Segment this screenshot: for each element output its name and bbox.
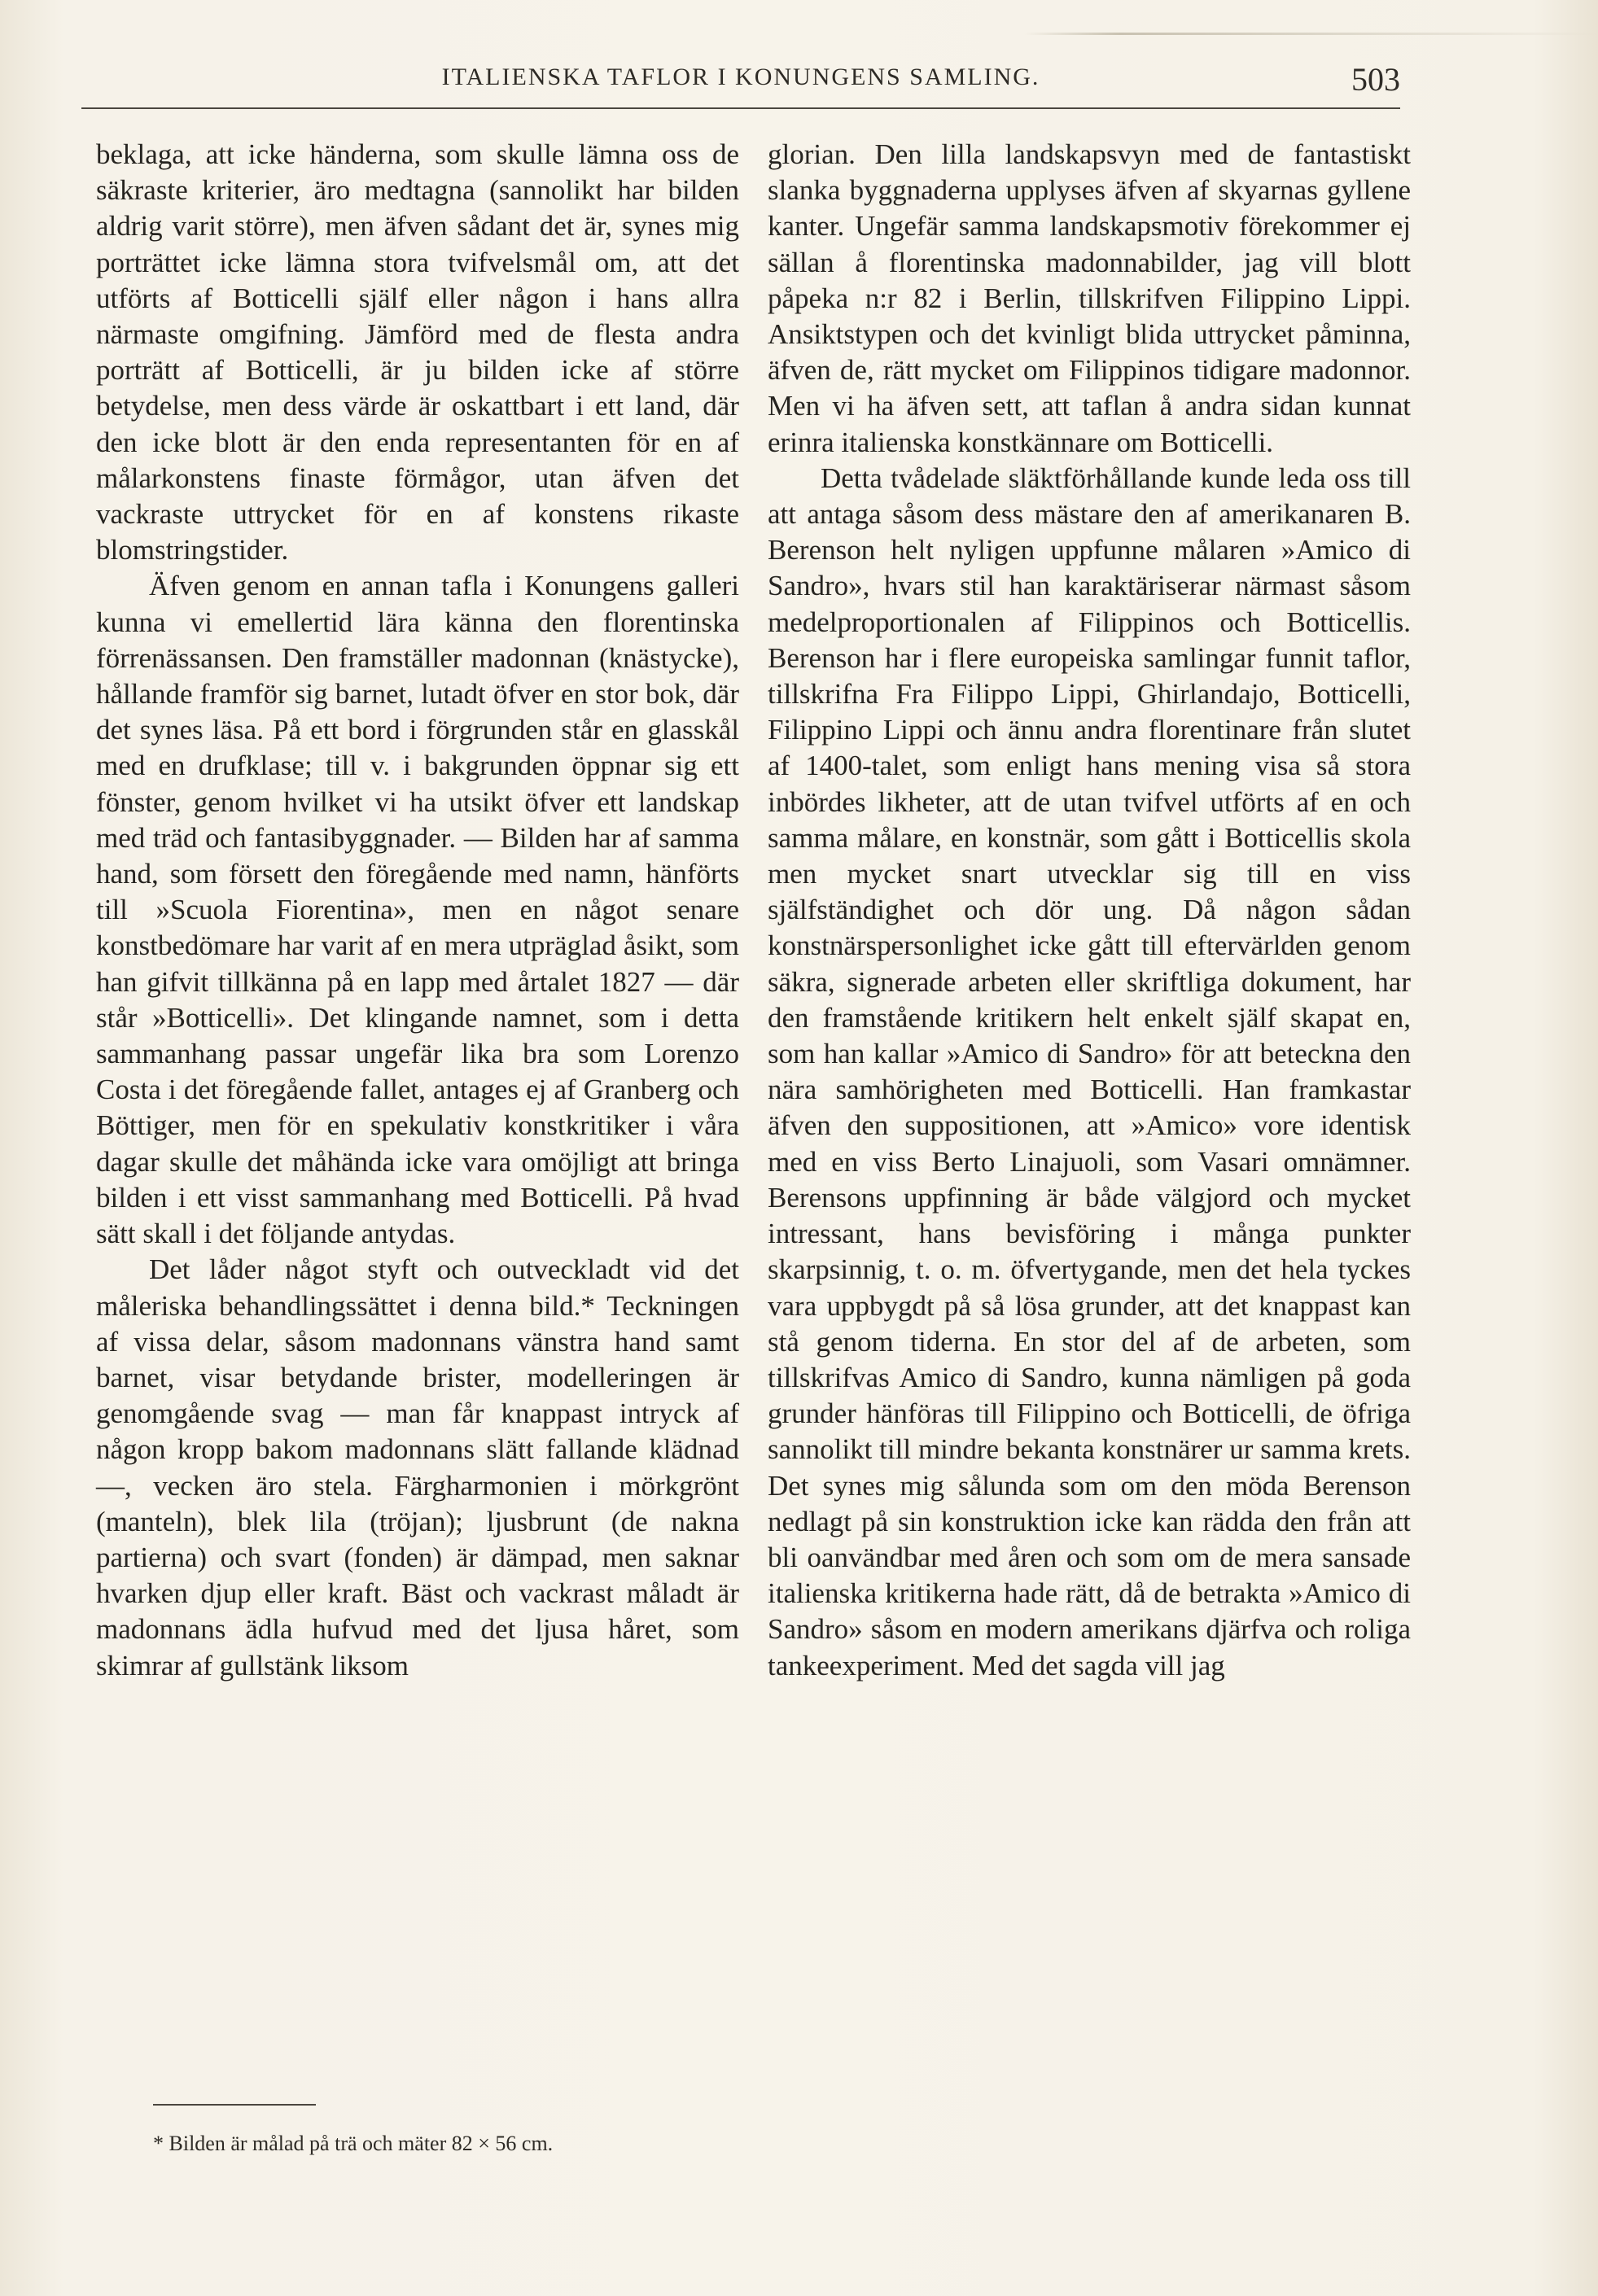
footnote-rule [153,2104,316,2106]
right-column [768,137,1411,1684]
left-column [96,137,739,1684]
scan-edge-mark [2,33,1598,35]
paragraph: Detta tvådelade släktförhållande kunde leda oss till att antaga såsom dess mästare den af amerikanaren B. Berenson helt nyligen uppfunne målaren »Amico di Sandro», hvars stil han karaktäriserar närmast såsom medelproportionalen af Filippinos och Botticellis. Berenson har i flere europeiska samlingar funnit taflor, tillskrifna Fra Filippo Lippi, Ghirlandajo, Botticelli, Filippino Lippi och ännu andra florentinare från slutet af 1400-talet, som enligt hans mening visa så stora inbördes likheter, att de utan tvifvel utförts af en och samma målare, en konstnär, som gått i Botticellis skola men mycket snart utvecklar sig till en viss själfständighet och dör ung. Då någon sådan konstnärspersonlighet icke gått till eftervärlden genom säkra, signerade arbeten eller skriftliga dokument, har den framstående kritikern helt enkelt själf skapat en, som han kallar »Amico di Sandro» för att beteckna den nära samhörigheten med Botticelli. Han framkastar äfven den suppositionen, att »Amico» vore identisk med en viss Berto Linajuoli, som Vasari omnämner. Berensons uppfinning är både välgjord och mycket intressant, hans bevisföring i många punkter skarpsinnig, t. o. m. öfvertygande, men det hela tyckes vara uppbygdt på så lösa grunder, att det knappast kan stå genom tiderna. En stor del af de arbeten, som tillskrifvas Amico di Sandro, kunna nämligen på goda grunder hänföras till Filippino och Botticelli, de öfriga sannolikt till mindre bekanta konstnärer ur samma krets. Det synes mig sålunda som om den möda Berenson nedlagt på sin konstruktion icke kan rädda den från att bli oanvändbar med åren och som om de mera sansade italienska kritikerna hade rätt, då de betrakta »Amico di Sandro» såsom en modern amerikans djärfva och roliga tankeexperiment. Med det sagda vill jag [768,461,1411,1682]
footnote: * Bilden är målad på trä och mäter 82 × 56 cm. [153,2132,554,2155]
running-title: ITALIENSKA TAFLOR I KONUNGENS SAMLING. [441,63,1040,90]
page-number: 503 [1351,61,1400,98]
paragraph: beklaga, att icke händerna, som skulle lämna oss de säkraste kriterier, äro medtagna (sannolikt har bilden aldrig varit större), men äfven sådant det är, synes mig porträttet icke lämna stora tvifvelsmål om, att det utförts af Botticelli själf eller någon i hans allra närmaste omgifning. Jämförd med de flesta andra porträtt af Botticelli, är ju bilden icke af större betydelse, men dess värde är oskattbart i ett land, där den icke blott är den enda representanten för en af målarkonstens finaste förmågor, utan äfven det vackraste uttrycket för en af konstens rikaste blomstringstider. [96,138,739,566]
paragraph: Det låder något styft och outveckladt vid det måleriska behandlingssättet i denna bild.* Teckningen af vissa delar, såsom madonnans vänstra hand samt barnet, visar betydande brister, modelleringen är genomgående svag — man får knappast intryck af någon kropp bakom madonnans slätt fallande klädnad —, vecken äro stela. Färgharmonien i mörkgrönt (manteln), blek lila (tröjan); ljusbrunt (de nakna partierna) och svart (fonden) är dämpad, men saknar hvarken djup eller kraft. Bäst och vackrast måladt är madonnans ädla hufvud med det ljusa håret, som skimrar af gullstänk liksom [96,1253,739,1682]
paragraph: glorian. Den lilla landskapsvyn med de fantastiskt slanka byggnaderna upplyses äfven af skyarnas gyllene kanter. Ungefär samma landskapsmotiv förekommer ej sällan å florentinska madonnabilder, jag vill blott påpeka n:r 82 i Berlin, tillskrifven Filippino Lippi. Ansiktstypen och det kvinligt blida uttrycket påminna, äfven de, rätt mycket om Filippinos tidigare madonnor. Men vi ha äfven sett, att taflan å andra sidan kunnat erinra italienska konstkännare om Botticelli. [768,138,1411,458]
page-header [81,57,1400,114]
paragraph: Äfven genom en annan tafla i Konungens galleri kunna vi emellertid lära känna den florentinska förrenässansen. Den framställer madonnan (knästycke), hållande framför sig barnet, lutadt öfver en stor bok, där det synes läsa. På ett bord i förgrunden står en glasskål med en drufklase; till v. i bakgrunden öppnar sig ett fönster, genom hvilket vi ha utsikt öfver ett landskap med träd och fantasibyggnader. — Bilden har af samma hand, som försett den föregående med namn, hänförts till »Scuola Fiorentina», men en något senare konstbedömare har varit af en mera utpräglad åsikt, som han gifvit tillkänna på en lapp med årtalet 1827 — där står »Botticelli». Det klingande namnet, som i detta sammanhang passar ungefär lika bra som Lorenzo Costa i det föregående fallet, antages ej af Granberg och Böttiger, men för en spekulativ konstkritiker i våra dagar skulle det måhända icke vara omöjligt att bringa bilden i ett visst sammanhang med Botticelli. På hvad sätt skall i det följande antydas. [96,570,739,1250]
header-rule [81,107,1400,109]
